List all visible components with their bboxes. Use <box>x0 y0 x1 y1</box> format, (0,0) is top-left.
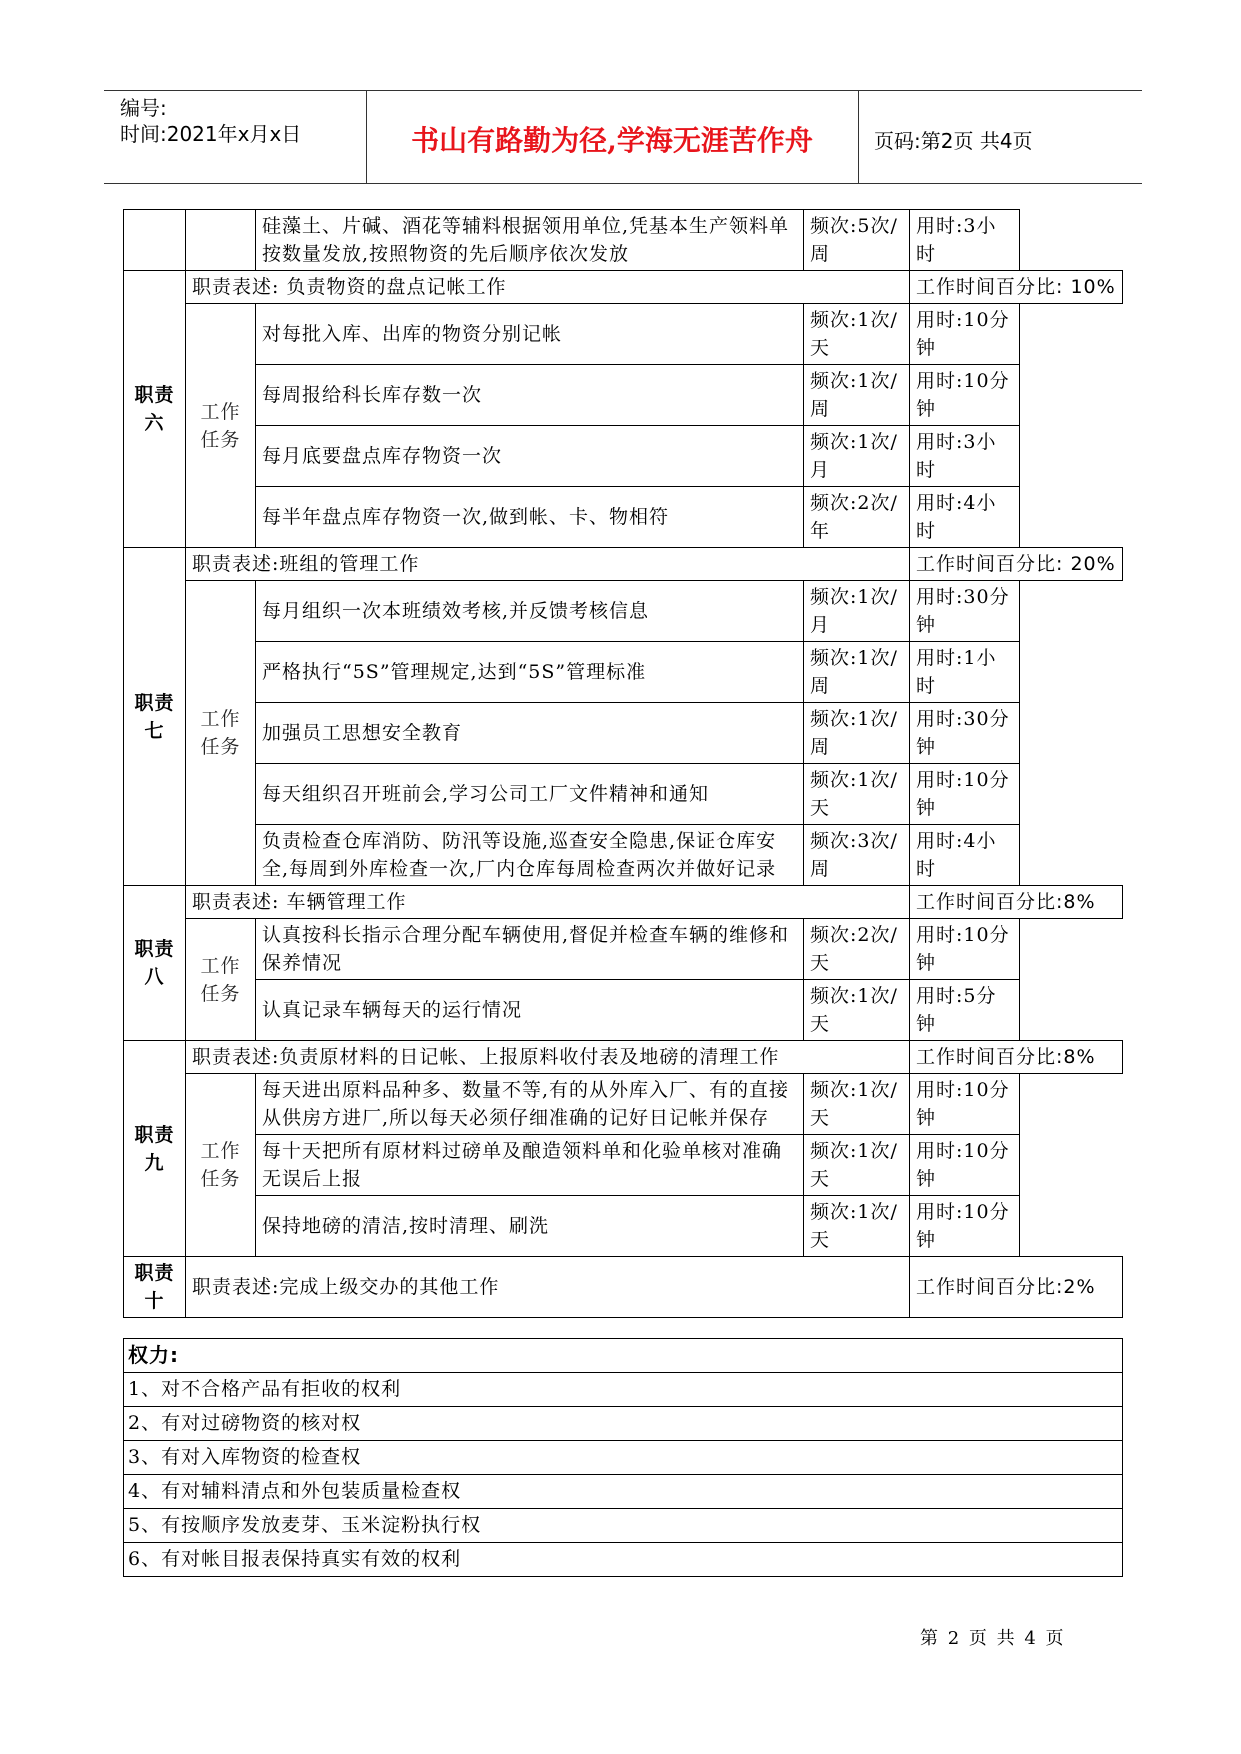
task-text: 每月组织一次本班绩效考核,并反馈考核信息 <box>256 581 804 642</box>
duration: 用时:10分钟 <box>910 1074 1020 1135</box>
duty-label: 职责八 <box>124 886 186 1041</box>
table-row <box>124 703 1123 764</box>
task-label: 工作任务 <box>186 1074 256 1257</box>
table-row <box>124 980 1123 1041</box>
duration: 用时:10分钟 <box>910 365 1020 426</box>
frequency: 频次:5次/周 <box>804 210 910 271</box>
frequency: 频次:1次/天 <box>804 1074 910 1135</box>
table-row <box>124 1257 1123 1318</box>
duration: 用时:10分钟 <box>910 1135 1020 1196</box>
task-text: 每天进出原料品种多、数量不等,有的从外库入厂、有的直接从供房方进厂,所以每天必须仔细准确的记好日记帐并保存 <box>256 1074 804 1135</box>
power-item: 3、有对入库物资的检查权 <box>124 1441 1123 1475</box>
duration: 用时:4小时 <box>910 487 1020 548</box>
table-row <box>124 886 1123 919</box>
task-text: 每半年盘点库存物资一次,做到帐、卡、物相符 <box>256 487 804 548</box>
duration: 用时:10分钟 <box>910 764 1020 825</box>
task-text: 负责检查仓库消防、防汛等设施,巡查安全隐患,保证仓库安全,每周到外库检查一次,厂内仓库每周检查两次并做好记录 <box>256 825 804 886</box>
duty-description: 职责表述: 负责物资的盘点记帐工作 <box>186 271 910 304</box>
power-item: 6、有对帐目报表保持真实有效的权利 <box>124 1543 1123 1577</box>
table-row <box>124 1135 1123 1196</box>
time-percentage: 工作时间百分比: 10% <box>910 271 1123 304</box>
duration: 用时:10分钟 <box>910 304 1020 365</box>
table-row <box>124 1074 1123 1135</box>
duration: 用时:10分钟 <box>910 1196 1020 1257</box>
task-text: 保持地磅的清洁,按时清理、刷洗 <box>256 1196 804 1257</box>
task-cell <box>186 210 256 271</box>
time-label: 时间:2021年x月x日 <box>120 122 302 146</box>
table-row <box>124 210 1123 271</box>
task-text: 严格执行“5S”管理规定,达到“5S”管理标准 <box>256 642 804 703</box>
duty-description: 职责表述:班组的管理工作 <box>186 548 910 581</box>
task-text: 每周报给科长库存数一次 <box>256 365 804 426</box>
duty-description: 职责表述:负责原材料的日记帐、上报原料收付表及地磅的清理工作 <box>186 1041 910 1074</box>
task-text: 每月底要盘点库存物资一次 <box>256 426 804 487</box>
duration: 用时:30分钟 <box>910 581 1020 642</box>
table-row <box>124 548 1123 581</box>
task-text: 认真记录车辆每天的运行情况 <box>256 980 804 1041</box>
page-label: 页码:第2页 共4页 <box>874 129 1033 153</box>
duration: 用时:5分钟 <box>910 980 1020 1041</box>
frequency: 频次:1次/周 <box>804 703 910 764</box>
page-footer: 第 2 页 共 4 页 <box>920 1628 1064 1649</box>
table-row <box>124 365 1123 426</box>
task-label: 工作任务 <box>186 919 256 1041</box>
number-label: 编号: <box>120 96 167 120</box>
power-item: 4、有对辅料清点和外包装质量检查权 <box>124 1475 1123 1509</box>
duration: 用时:4小时 <box>910 825 1020 886</box>
duration: 用时:3小时 <box>910 426 1020 487</box>
frequency: 频次:1次/天 <box>804 764 910 825</box>
time-percentage: 工作时间百分比:8% <box>910 886 1123 919</box>
task-text: 认真按科长指示合理分配车辆使用,督促并检查车辆的维修和保养情况 <box>256 919 804 980</box>
task-label: 工作任务 <box>186 304 256 548</box>
table-row <box>124 1041 1123 1074</box>
table-row <box>124 1196 1123 1257</box>
duty-cell <box>124 210 186 271</box>
duty-label: 职责六 <box>124 271 186 548</box>
power-item: 2、有对过磅物资的核对权 <box>124 1407 1123 1441</box>
duty-description: 职责表述: 车辆管理工作 <box>186 886 910 919</box>
frequency: 频次:1次/周 <box>804 365 910 426</box>
duty-table <box>123 209 1123 1318</box>
task-text: 对每批入库、出库的物资分别记帐 <box>256 304 804 365</box>
header-motto: 书山有路勤为径,学海无涯苦作舟 <box>411 124 813 157</box>
frequency: 频次:1次/天 <box>804 304 910 365</box>
header-meta <box>120 95 370 147</box>
frequency: 频次:2次/天 <box>804 919 910 980</box>
power-item: 1、对不合格产品有拒收的权利 <box>124 1373 1123 1407</box>
page-header <box>104 90 1142 184</box>
duration: 用时:10分钟 <box>910 919 1020 980</box>
time-percentage: 工作时间百分比:8% <box>910 1041 1123 1074</box>
table-row <box>124 825 1123 886</box>
table-row <box>124 487 1123 548</box>
frequency: 频次:1次/天 <box>804 980 910 1041</box>
task-text: 硅藻土、片碱、酒花等辅料根据领用单位,凭基本生产领料单按数量发放,按照物资的先后顺序依次发放 <box>256 210 804 271</box>
time-percentage: 工作时间百分比: 20% <box>910 548 1123 581</box>
table-row <box>124 919 1123 980</box>
power-table <box>123 1338 1123 1577</box>
frequency: 频次:1次/周 <box>804 642 910 703</box>
duty-label: 职责九 <box>124 1041 186 1257</box>
power-title: 权力: <box>124 1339 1123 1373</box>
duty-label: 职责七 <box>124 548 186 886</box>
duration: 用时:3小时 <box>910 210 1020 271</box>
duty-label: 职责十 <box>124 1257 186 1318</box>
power-item: 5、有按顺序发放麦芽、玉米淀粉执行权 <box>124 1509 1123 1543</box>
frequency: 频次:3次/周 <box>804 825 910 886</box>
frequency: 频次:1次/天 <box>804 1135 910 1196</box>
duration: 用时:30分钟 <box>910 703 1020 764</box>
table-row <box>124 426 1123 487</box>
table-row <box>124 764 1123 825</box>
duration: 用时:1小时 <box>910 642 1020 703</box>
task-text: 每天组织召开班前会,学习公司工厂文件精神和通知 <box>256 764 804 825</box>
table-row <box>124 271 1123 304</box>
frequency: 频次:1次/天 <box>804 1196 910 1257</box>
duty-description: 职责表述:完成上级交办的其他工作 <box>186 1257 910 1318</box>
task-text: 每十天把所有原材料过磅单及酿造领料单和化验单核对准确无误后上报 <box>256 1135 804 1196</box>
table-row <box>124 581 1123 642</box>
time-percentage: 工作时间百分比:2% <box>910 1257 1123 1318</box>
task-label: 工作任务 <box>186 581 256 886</box>
frequency: 频次:2次/年 <box>804 487 910 548</box>
frequency: 频次:1次/月 <box>804 426 910 487</box>
header-divider <box>858 91 859 183</box>
frequency: 频次:1次/月 <box>804 581 910 642</box>
table-row <box>124 304 1123 365</box>
task-text: 加强员工思想安全教育 <box>256 703 804 764</box>
table-row <box>124 642 1123 703</box>
